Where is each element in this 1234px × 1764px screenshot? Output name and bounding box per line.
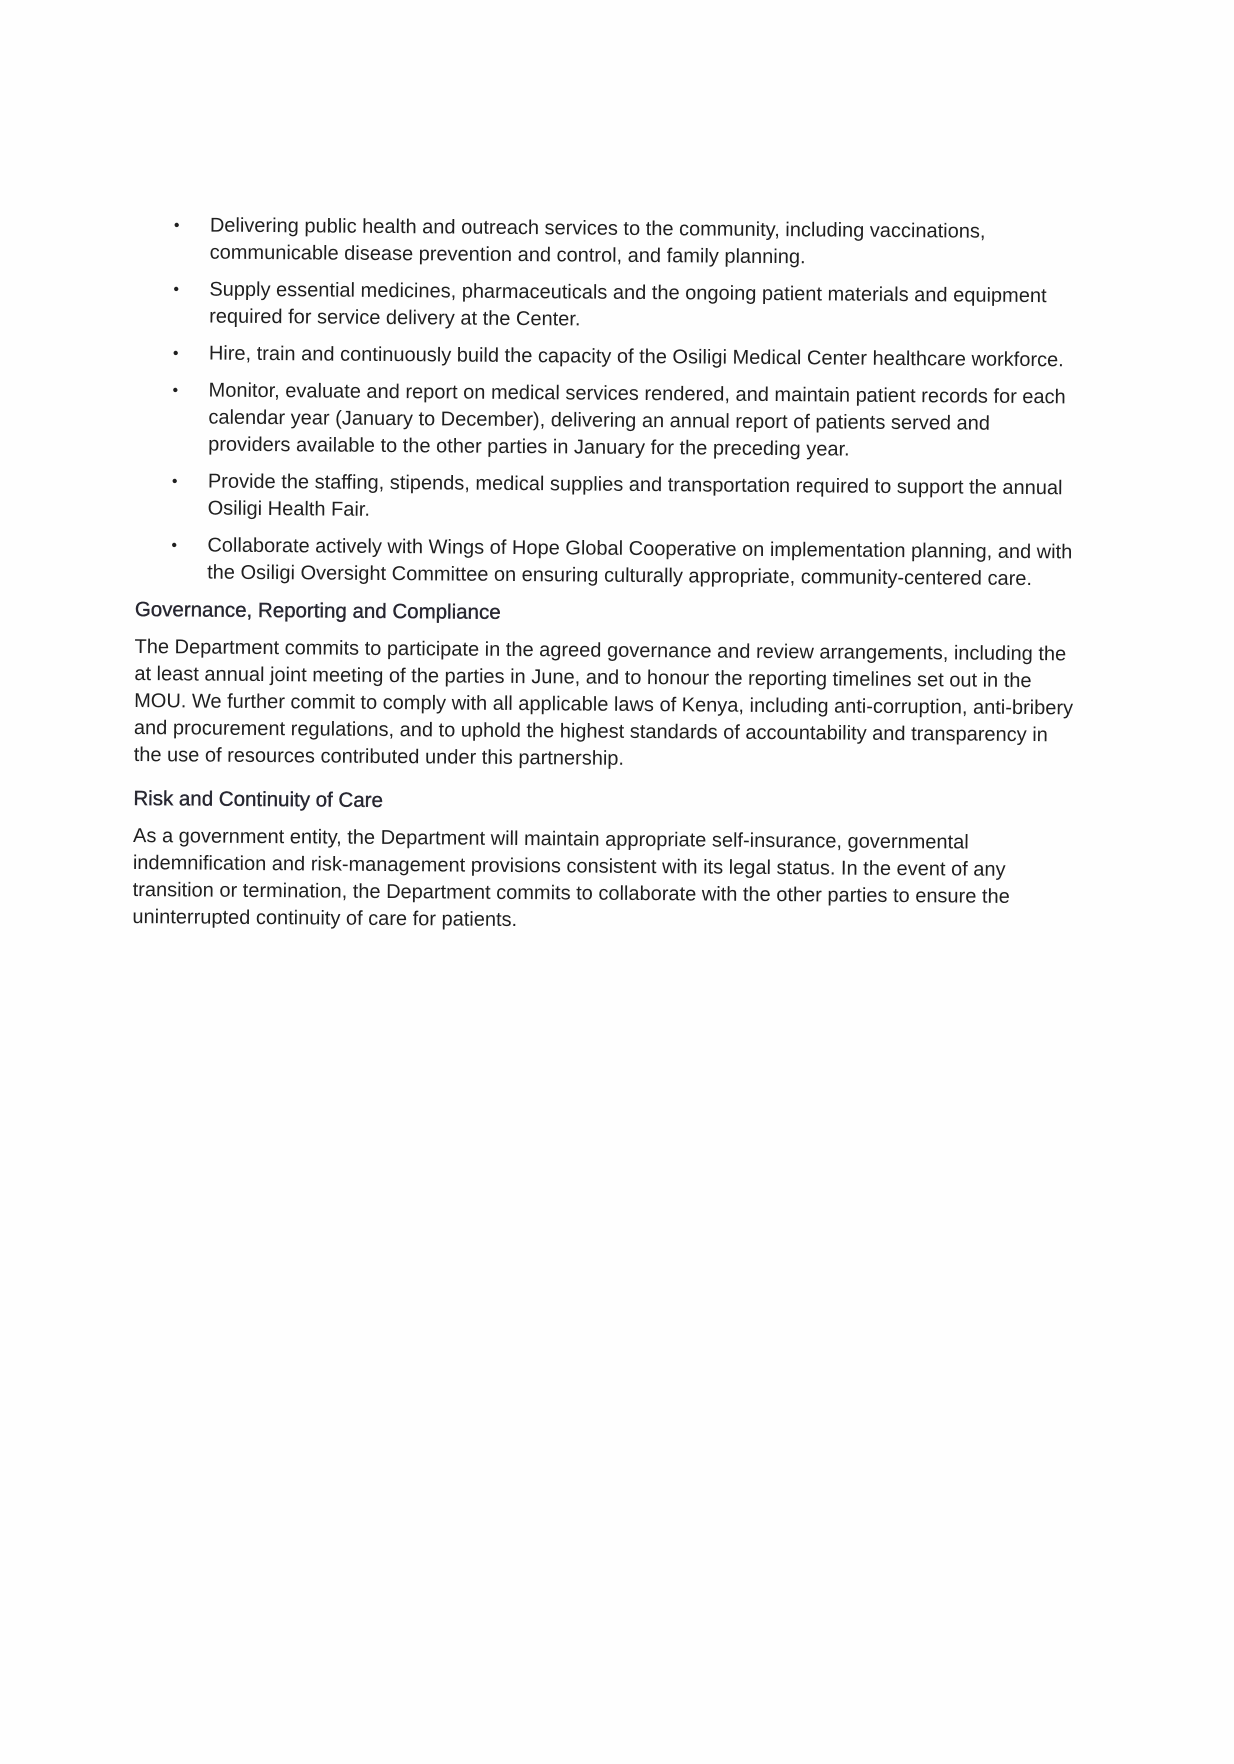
list-item [136,468,1076,529]
risk-heading: Risk and Continuity of Care [133,786,384,812]
list-item [136,377,1077,465]
list-item [135,532,1075,593]
document-content [132,212,1078,954]
bullet-icon: • [171,473,178,491]
list-item-text: Collaborate actively with Wings of Hope Global Cooperative on implementation planning, and with the Osiligi Oversight Committee on ensuring culturally appropriate, community-centered care. [207,534,1073,591]
bullet-icon: • [172,345,179,363]
governance-heading: Governance, Reporting and Compliance [134,597,501,624]
list-item-text: Hire, train and continuously build the capacity of the Osiligi Medical Center healthcare workforce. [208,342,1064,372]
list-item [137,276,1077,337]
list-item [137,340,1077,374]
bullet-icon: • [172,382,179,400]
list-item-text: Monitor, evaluate and report on medical services rendered, and maintain patient records for each calendar year (January to December), delivering an annual report of patients served and providers available to the other parties in January for the preceding year. [208,379,1066,461]
risk-paragraph: As a government entity, the Department will maintain appropriate self-insurance, governmental indemnification and risk-management provisions consistent with its legal status. In the event of any transition or termination, the Department commits to collaborate with the other parties to ensure the uninterrupted continuity of care for patients. [132,824,1010,931]
list-item [138,212,1078,273]
list-item-text: Provide the staffing, stipends, medical supplies and transportation required to support the annual Osiligi Health Fair. [207,470,1063,521]
responsibilities-list [135,212,1078,593]
bullet-icon: • [173,281,180,299]
bullet-icon: • [171,537,178,555]
bullet-icon: • [173,217,180,235]
list-item-text: Delivering public health and outreach services to the community, including vaccinations, communicable disease prevention and control, and family planning. [209,214,986,269]
governance-paragraph: The Department commits to participate in the agreed governance and review arrangements, including the at least annual joint meeting of the parties in June, and to honour the reporting timelines set out in the MOU. We further commit to comply with all applicable laws of Kenya, including anti-corruption, anti-bribery and procurement regulations, and to uphold the highest standards of accountability and transparency in the use of resources contributed under this partnership. [133,635,1074,770]
list-item-text: Supply essential medicines, pharmaceuticals and the ongoing patient materials and equipment required for service delivery at the Center. [209,278,1047,331]
